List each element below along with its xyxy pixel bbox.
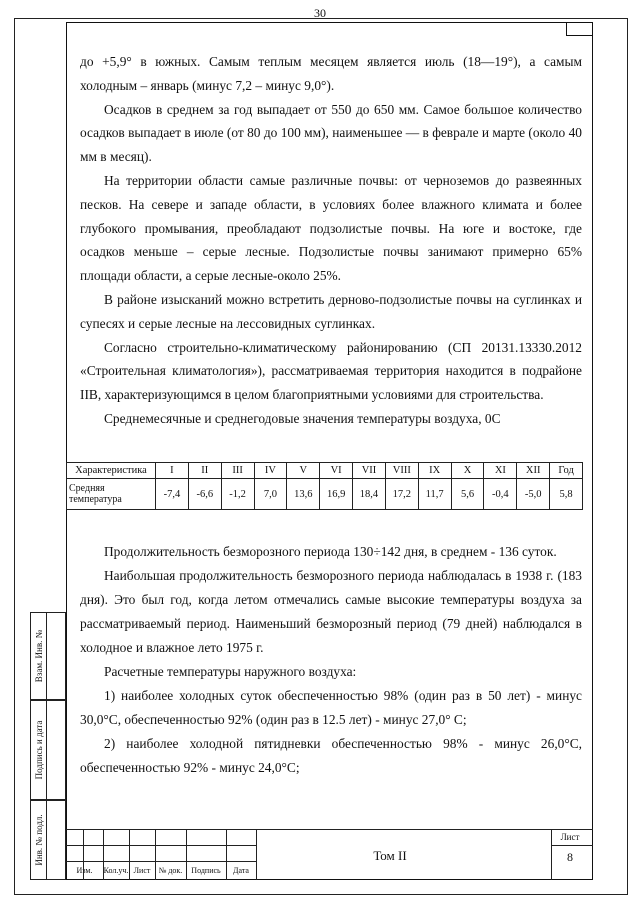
table-header-cell: VIII (385, 463, 418, 479)
table-cell: 16,9 (320, 479, 353, 510)
table-header-cell: Характеристика (67, 463, 156, 479)
table-header-cell: VII (353, 463, 386, 479)
paragraph-coldest-day: 1) наиболее холодных суток обеспеченностью 98% (один раз в 50 лет) - минус 30,0°С, обеспеченностью 92% (один раз в 12.5 лет) - минус 27,0° С; (80, 688, 582, 727)
table-cell: 5,8 (550, 479, 583, 510)
table-header-cell: X (451, 463, 484, 479)
paragraph-3: На территории области самые различные почвы: от черноземов до развеянных песков. На севере и западе области, в условиях более влажного климата и более глубокого промывания, преобладают подзолистые почвы. На юге и востоке, где осадков меньше – серые лесные. Подзолистые почвы занимают примерно 65% площади области, а серые лесные-около 25%. (80, 172, 582, 284)
table-header-cell: VI (320, 463, 353, 479)
table-header-cell: V (287, 463, 320, 479)
side-stamp-inventory (30, 800, 66, 880)
table-cell: 17,2 (385, 479, 418, 510)
title-block-col-signature: Подпись (191, 866, 221, 875)
title-block-col-sheet: Лист (133, 866, 151, 875)
side-label-signature: Подпись и дата (33, 720, 44, 780)
table-header-cell: IX (418, 463, 451, 479)
title-block-col-date: Дата (233, 866, 249, 875)
body-text-2 (80, 540, 582, 780)
table-header-cell: Год (550, 463, 583, 479)
page-number: 30 (314, 6, 326, 20)
side-label-replacement: Взам. Инв. № (33, 629, 44, 683)
paragraph-frost-duration: Продолжительность безморозного периода 130÷142 дня, в среднем - 136 суток. (104, 544, 557, 559)
title-block-top-line (66, 829, 593, 830)
title-block-col-change: Изм. (76, 866, 93, 875)
frame-corner-tab (566, 22, 593, 36)
table-cell: 7,0 (254, 479, 287, 510)
table-cell: -0,4 (484, 479, 517, 510)
title-block-col-count: Кол.уч. (103, 866, 129, 875)
table-header-cell: XI (484, 463, 517, 479)
paragraph-coldest-five-day: 2) наиболее холодной пятидневки обеспеченностью 98% - минус 26,0°С, обеспеченностью 92% - минус 24,0°С; (80, 736, 582, 775)
paragraph-4: В районе изысканий можно встретить дерново-подзолистые почвы на суглинках и супесях и серые лесные на лессовидных суглинках. (80, 291, 582, 331)
table-cell: 11,7 (418, 479, 451, 510)
table-cell: 18,4 (353, 479, 386, 510)
body-text (80, 50, 582, 431)
volume-label: Том II (373, 848, 407, 863)
paragraph-5: Согласно строительно-климатическому районированию (СП 20131.13330.2012 «Строительная климатология»), рассматриваемая территория находится в подрайоне IIВ, характеризующимся в целом благоприятными условиями для строительства. (80, 339, 582, 403)
table-caption: Среднемесячные и среднегодовые значения температуры воздуха, 0С (104, 410, 501, 426)
side-stamp-replacement (30, 612, 66, 700)
table-cell: -1,2 (221, 479, 254, 510)
paragraph-design-temps: Расчетные температуры наружного воздуха: (104, 664, 357, 679)
table-cell: 13,6 (287, 479, 320, 510)
table-header-cell: III (221, 463, 254, 479)
table-cell: -5,0 (517, 479, 550, 510)
title-block-col-docnum: № док. (158, 866, 183, 875)
table-header-cell: IV (254, 463, 287, 479)
table-row-label: Средняя температура (67, 479, 156, 510)
table-cell: 5,6 (451, 479, 484, 510)
table-cell: -7,4 (156, 479, 189, 510)
side-label-inventory: Инв. № подл. (33, 814, 44, 866)
temperature-table (66, 462, 583, 510)
side-stamp-signature (30, 700, 66, 800)
table-cell: -6,6 (188, 479, 221, 510)
table-header-cell: II (188, 463, 221, 479)
paragraph-frost-record: Наибольшая продолжительность безморозного периода наблюдалась в 1938 г. (183 дня). Это был год, когда летом отмечались самые высокие температуры воздуха за рассматриваемый период. Наименьший безморозный период (79 дней) наблюдался в холодное и влажное лето 1975 г. (80, 568, 582, 655)
sheet-number: 8 (567, 850, 573, 864)
table-header-cell: XII (517, 463, 550, 479)
paragraph-2: Осадков в среднем за год выпадает от 550 до 650 мм. Самое большое количество осадков выпадает в июле (от 80 до 100 мм), наименьшее — в феврале и марте (около 40 мм в месяц). (80, 101, 582, 165)
sheet-label: Лист (560, 832, 580, 842)
table-header-cell: I (156, 463, 189, 479)
paragraph-1: до +5,9° в южных. Самым теплым месяцем является июль (18—19°), а самым холодным – январь (минус 7,2 – минус 9,0°). (80, 54, 582, 93)
